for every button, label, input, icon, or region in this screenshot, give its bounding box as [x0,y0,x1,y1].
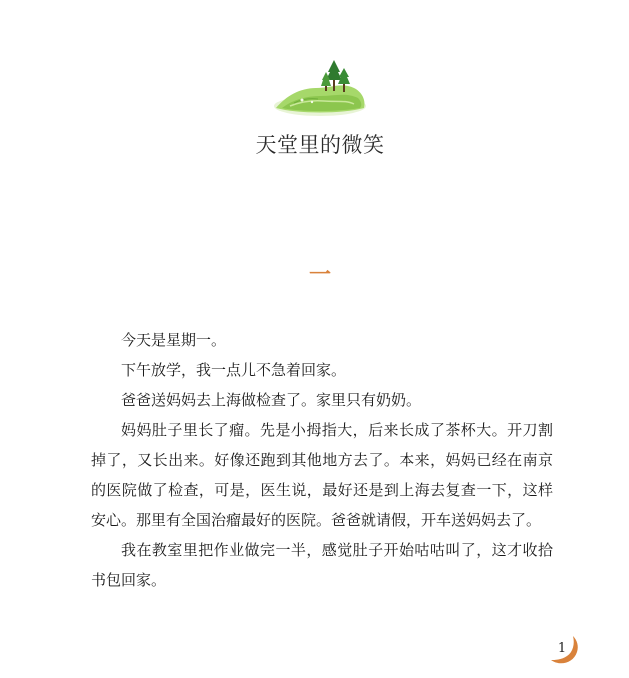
paragraph: 我在教室里把作业做完一半，感觉肚子开始咕咕叫了，这才收拾书包回家。 [91,541,553,589]
page-number: 1 [557,641,567,656]
hill-with-trees-icon [272,58,368,118]
paragraph: 今天是星期一。 [121,331,227,349]
paragraph: 下午放学，我一点儿不急着回家。 [121,361,347,379]
paragraph: 爸爸送妈妈去上海做检查了。家里只有奶奶。 [121,391,422,409]
body-text [91,325,553,595]
book-title: 天堂里的微笑 [255,133,385,157]
paragraph: 妈妈肚子里长了瘤。先是小拇指大，后来长成了茶杯大。开刀割掉了，又长出来。好像还跑到其他地方去了。本来，妈妈已经在南京的医院做了检查，可是，医生说，最好还是到上海去复查一下，这样安心。那里有全国治瘤最好的医院。爸爸就请假，开车送妈妈去了。 [91,421,553,529]
chapter-number: 一 [308,263,331,288]
